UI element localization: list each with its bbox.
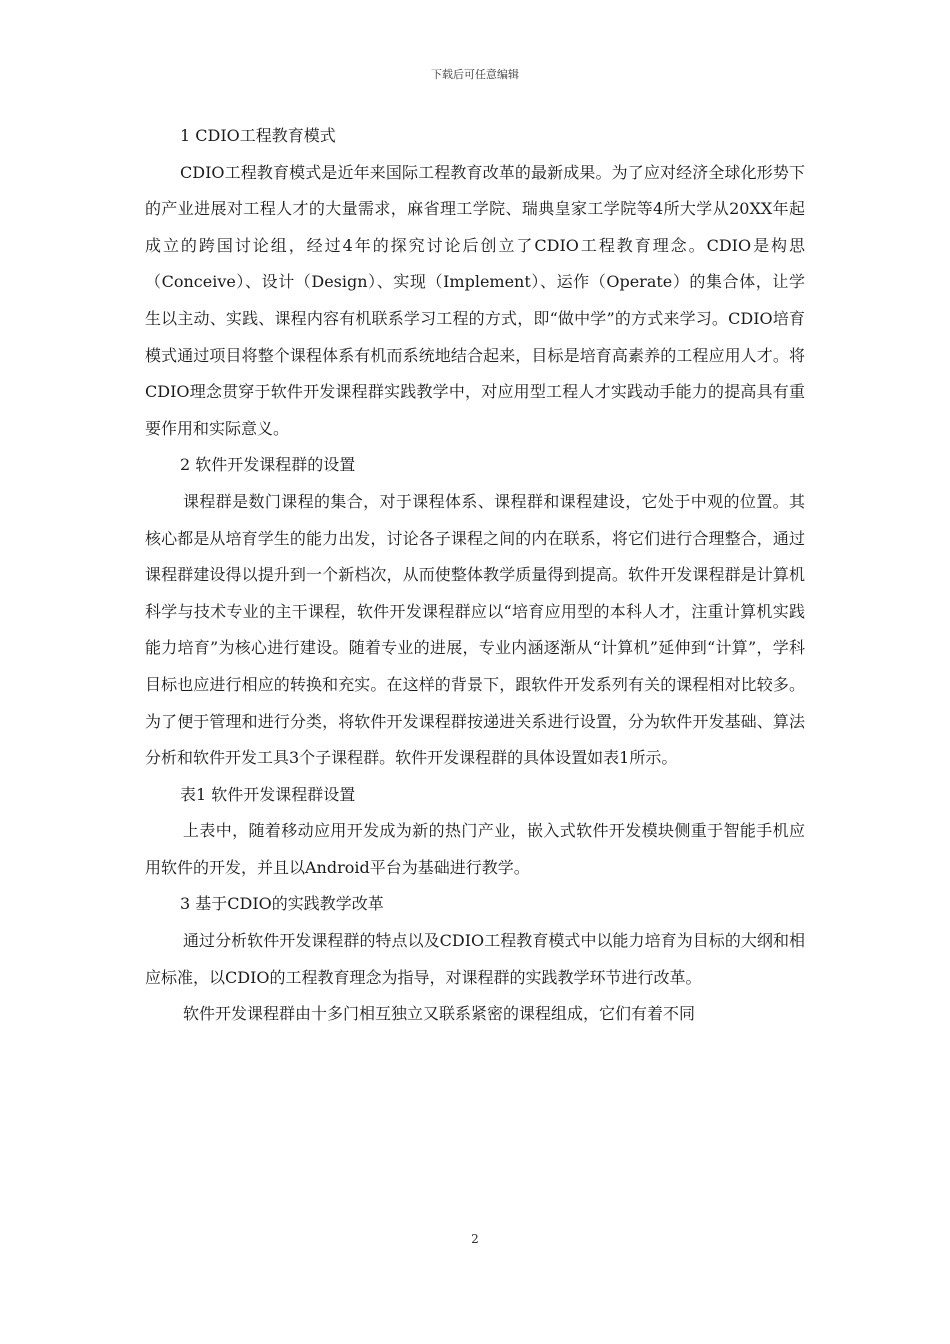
paragraph-course-group: 课程群是数门课程的集合，对于课程体系、课程群和课程建设，它处于中观的位置。其核心都是从培育学生的能力出发，讨论各子课程之间的内在联系，将它们进行合理整合，通过课程群建设得以提升到一个新档次，从而使整体教学质量得到提高。软件开发课程群是计算机科学与技术专业的主干课程，软件开发课程群应以“培育应用型的本科人才，注重计算机实践能力培育”为核心进行建设。随着专业的进展，专业内涵逐渐从“计算机”延伸到“计算”，学科目标也应进行相应的转换和充实。在这样的背景下，跟软件开发系列有关的课程相对比较多。为了便于管理和进行分类，将软件开发课程群按递进关系进行设置，分为软件开发基础、算法分析和软件开发工具3个子课程群。软件开发课程群的具体设置如表1所示。 [145, 491, 805, 768]
paragraph-reform-intro: 通过分析软件开发课程群的特点以及CDIO工程教育模式中以能力培育为目标的大纲和相应标准，以CDIO的工程教育理念为指导，对课程群的实践教学环节进行改革。 [145, 931, 805, 987]
section-heading-3: 3 基于CDIO的实践教学改革 [180, 894, 384, 914]
paragraph-table-note: 上表中，随着移动应用开发成为新的热门产业，嵌入式软件开发模块侧重于智能手机应用软件的开发，并且以Android平台为基础进行教学。 [145, 821, 805, 877]
table-caption: 表1 软件开发课程群设置 [180, 784, 356, 804]
document-body [145, 118, 805, 1033]
page-header: 下载后可任意编辑 [431, 68, 519, 81]
section-heading-1: 1 CDIO工程教育模式 [180, 126, 336, 145]
section-heading-2: 2 软件开发课程群的设置 [180, 455, 356, 475]
page-number: 2 [471, 1232, 479, 1246]
paragraph-cdio-intro: CDIO工程教育模式是近年来国际工程教育改革的最新成果。为了应对经济全球化形势下的产业进展对工程人才的大量需求，麻省理工学院、瑞典皇家工学院等4所大学从20XX年起成立的跨国讨论组，经过4年的探究讨论后创立了CDIO工程教育理念。CDIO是构思（Conceive）、设计（Design）、实现（Implement）、运作（Operate）的集合体，让学生以主动、实践、课程内容有机联系学习工程的方式，即“做中学”的方式来学习。CDIO培育模式通过项目将整个课程体系有机而系统地结合起来，目标是培育高素养的工程应用人才。将CDIO理念贯穿于软件开发课程群实践教学中，对应用型工程人才实践动手能力的提高具有重要作用和实际意义。 [145, 162, 805, 438]
paragraph-reform-detail: 软件开发课程群由十多门相互独立又联系紧密的课程组成，它们有着不同 [183, 1004, 696, 1024]
